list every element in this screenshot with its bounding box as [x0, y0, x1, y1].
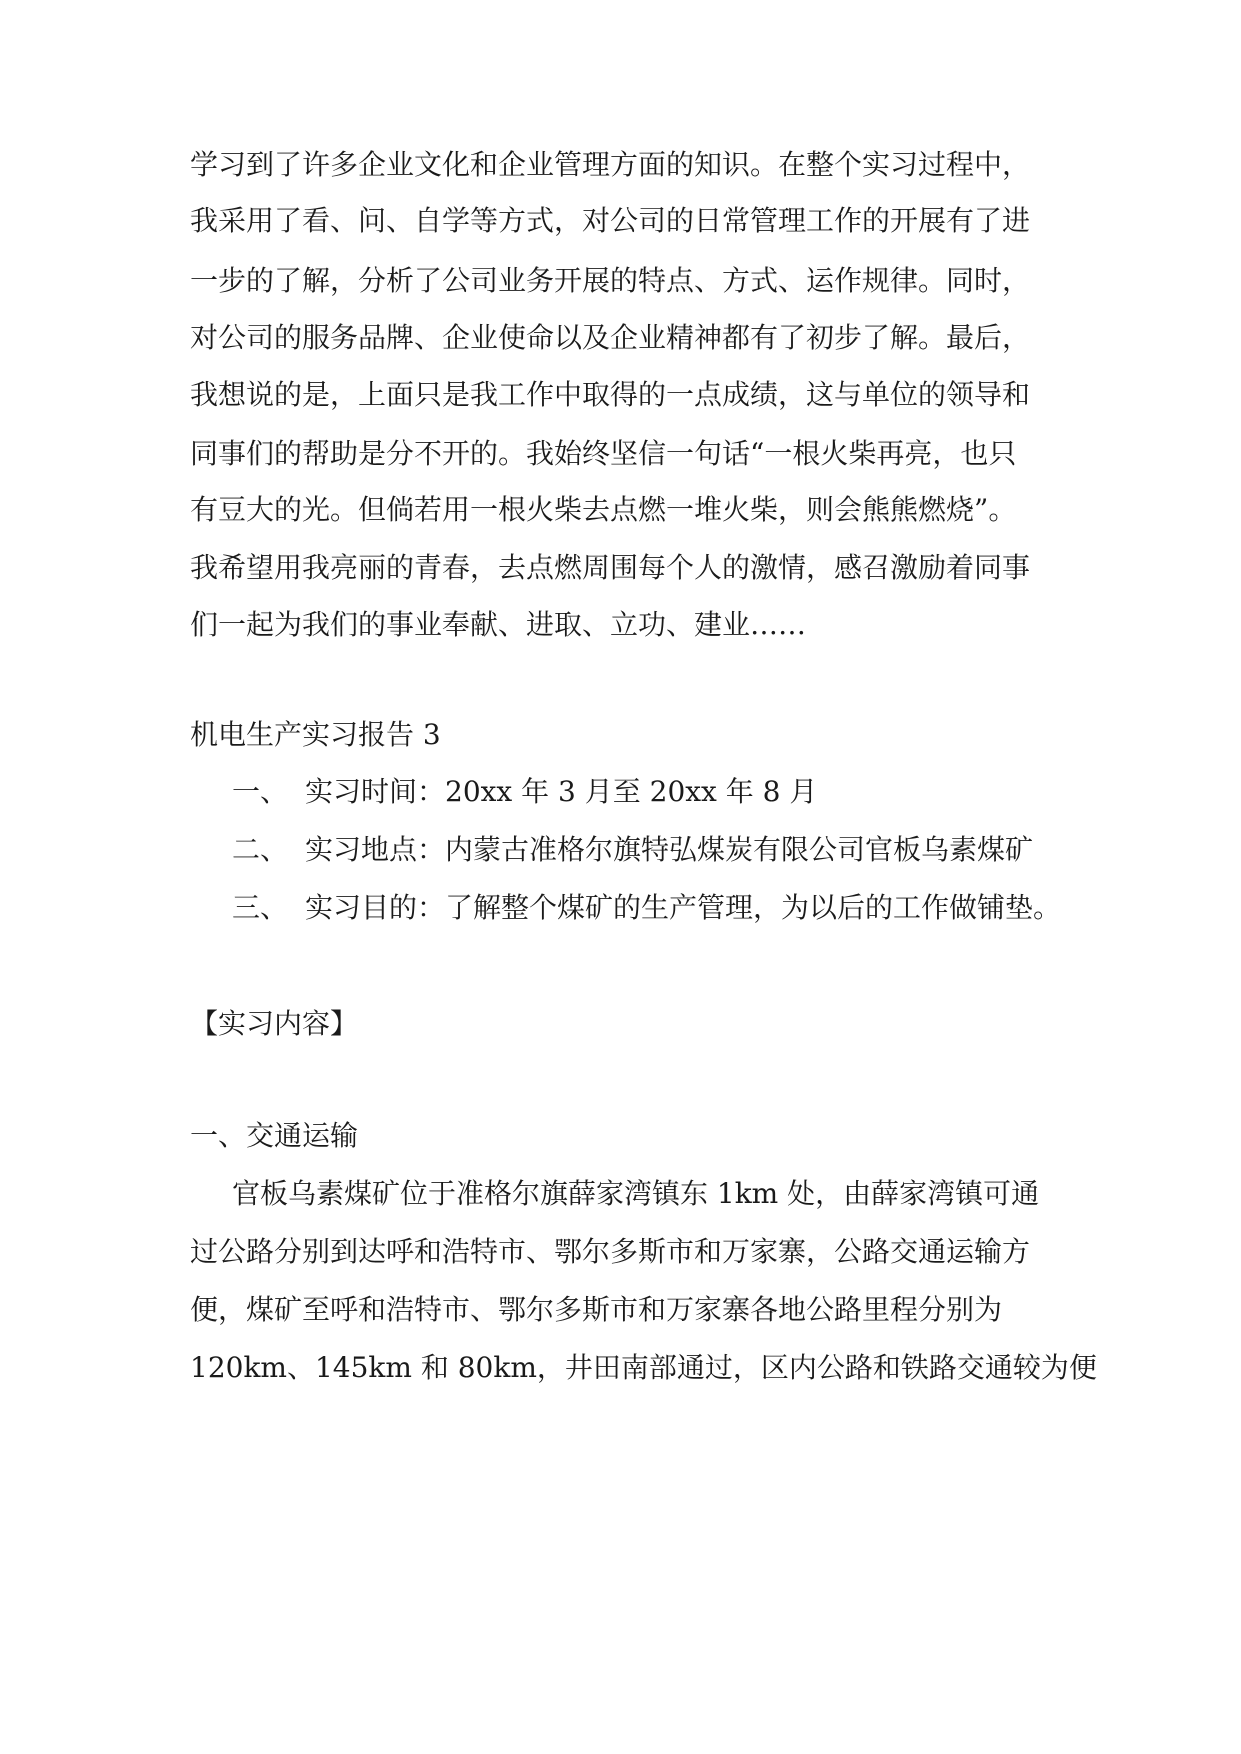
paragraph-line: 便，煤矿至呼和浩特市、鄂尔多斯市和万家寨各地公路里程分别为 [190, 1293, 1003, 1326]
paragraph-line: 有豆大的光。但倘若用一根火柴去点燃一堆火柴，则会熊熊燃烧”。 [190, 493, 1017, 526]
item-number: 二、 [232, 833, 289, 866]
item-text: 实习目的：了解整个煤矿的生产管理，为以后的工作做铺垫。 [305, 891, 1062, 924]
paragraph-line: 们一起为我们的事业奉献、进取、立功、建业…… [190, 608, 807, 641]
item-number: 一、 [232, 775, 289, 808]
paragraph-line: 同事们的帮助是分不开的。我始终坚信一句话“一根火柴再亮，也只 [190, 437, 1017, 470]
paragraph-line: 官板乌素煤矿位于准格尔旗薛家湾镇东 1km 处，由薛家湾镇可通 [232, 1177, 1040, 1210]
paragraph-line: 我想说的是，上面只是我工作中取得的一点成绩，这与单位的领导和 [190, 378, 1031, 411]
paragraph-line: 过公路分别到达呼和浩特市、鄂尔多斯市和万家寨，公路交通运输方 [190, 1235, 1031, 1268]
paragraph-line: 对公司的服务品牌、企业使命以及企业精神都有了初步了解。最后， [190, 321, 1031, 354]
paragraph-line: 我希望用我亮丽的青春，去点燃周围每个人的激情，感召激励着同事 [190, 551, 1031, 584]
section-title: 机电生产实习报告 3 [190, 718, 441, 751]
content-heading: 【实习内容】 [190, 1007, 359, 1040]
paragraph-line: 120km、145km 和 80km，井田南部通过，区内公路和铁路交通较为便 [190, 1351, 1097, 1384]
paragraph-line: 我采用了看、问、自学等方式，对公司的日常管理工作的开展有了进 [190, 204, 1031, 237]
subheading: 一、交通运输 [190, 1119, 359, 1152]
item-text: 实习时间：20xx 年 3 月至 20xx 年 8 月 [305, 775, 818, 808]
item-number: 三、 [232, 891, 289, 924]
item-text: 实习地点：内蒙古准格尔旗特弘煤炭有限公司官板乌素煤矿 [305, 833, 1034, 866]
paragraph-line: 学习到了许多企业文化和企业管理方面的知识。在整个实习过程中， [190, 148, 1031, 181]
paragraph-line: 一步的了解，分析了公司业务开展的特点、方式、运作规律。同时， [190, 264, 1031, 297]
